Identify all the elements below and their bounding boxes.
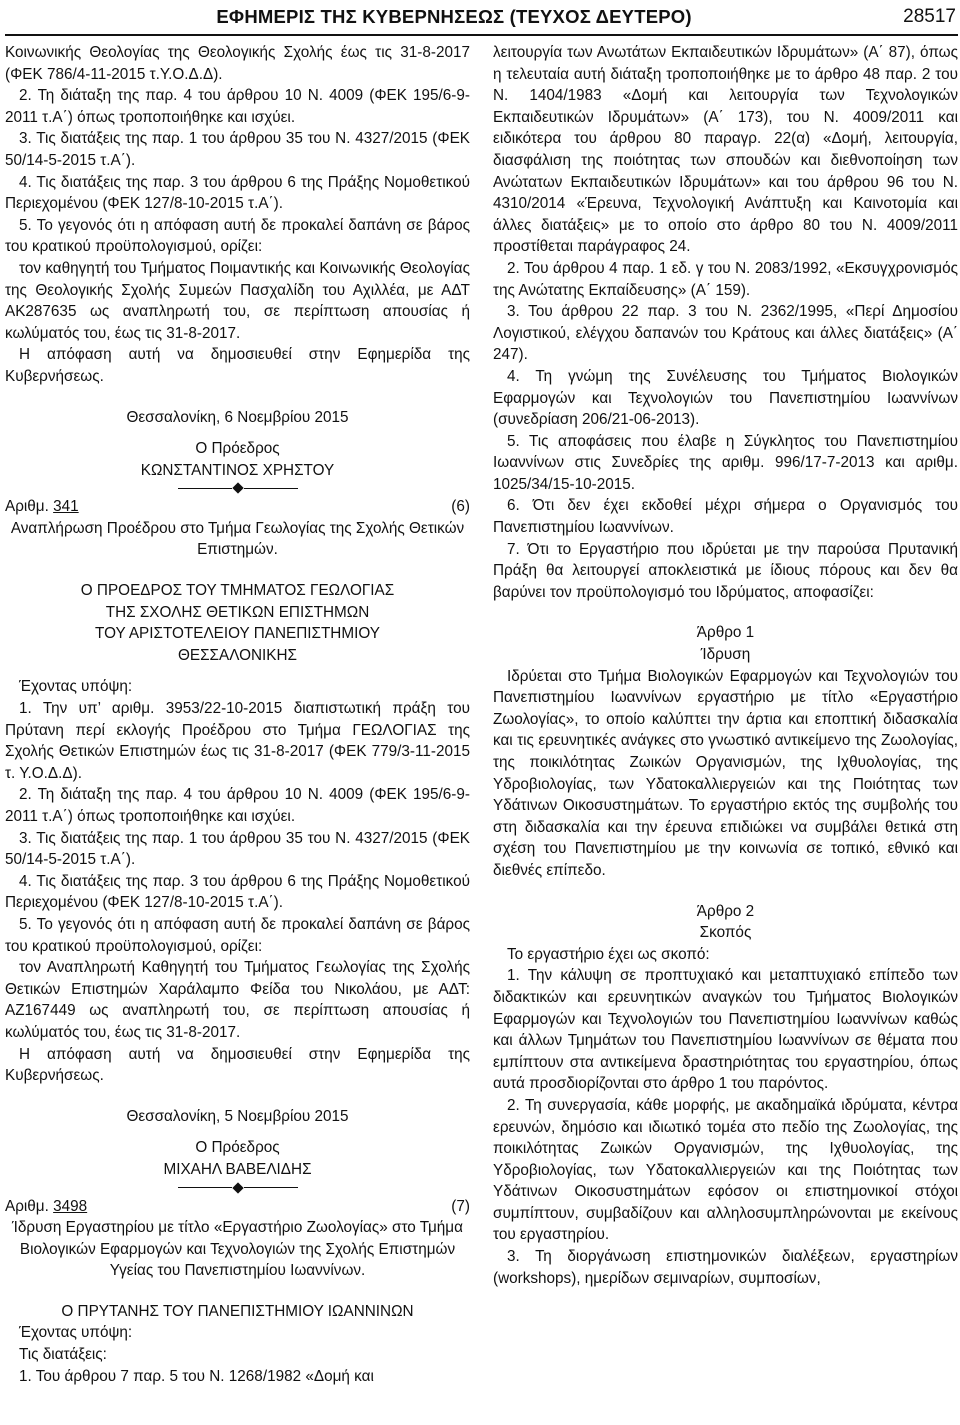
page-header	[5, 0, 958, 36]
spacer	[5, 428, 470, 438]
spacer	[493, 882, 958, 901]
article-number: Άρθρο 1	[696, 624, 755, 642]
section-divider	[5, 482, 470, 494]
paragraph: 6. Ότι δεν έχει εκδοθεί μέχρι σήμερα ο Οργανισμός του Πανεπιστημίου Ιωαννίνων.	[493, 497, 958, 537]
paragraph: 5. Το γεγονός ότι η απόφαση αυτή δε προκαλεί δαπάνη σε βάρος του κρατικού προϋπολογισμού, ορίζει:	[5, 216, 470, 256]
decision-tag: (7)	[451, 1197, 470, 1215]
paragraph: τον Αναπληρωτή Καθηγητή του Τμήματος Γεωλογίας της Σχολής Θετικών Επιστημών Χαράλαμπο Φείδα του Νικολάου, με ΑΔΤ: ΑΖ167449 ως αναπληρωτή του, σε περίπτωση απουσίας ή κωλύματός του, έως τις 31-8-2017.	[5, 959, 470, 1041]
paragraph: 2. Του άρθρου 4 παρ. 1 εδ. γ του Ν. 2083/1992, «Εκσυγχρονισμός της Ανώτατης Εκπαίδευσης» (Α΄ 159).	[493, 259, 958, 299]
decision-number-row	[5, 496, 470, 518]
spacer	[5, 666, 470, 676]
decision-number: 341	[53, 498, 79, 516]
paragraph: 2. Τη διάταξη της παρ. 4 του άρθρου 10 Ν. 4009 (ΦΕΚ 195/6-9-2011 τ.Α΄) όπως τροποποιήθηκε και ισχύει.	[5, 87, 470, 126]
decision-title: Ίδρυση Εργαστηρίου με τίτλο «Εργαστήριο Ζωολογίας» στο Τμήμα Βιολογικών Εφαρμογών και Τεχνολογιών της Σχολής Επιστημών Υγείας του Πανεπιστημίου Ιωαννίνων.	[12, 1219, 463, 1280]
provisions-label: Τις διατάξεις:	[19, 1346, 107, 1364]
decision-prefix: Αριθμ.	[5, 498, 54, 516]
spacer	[5, 561, 470, 580]
spacer	[493, 603, 958, 622]
spacer	[5, 1087, 470, 1106]
paragraph: 1. Την κάλυψη σε προπτυχιακό και μεταπτυχιακό επίπεδο των διδακτικών και ερευνητικών αναγκών του Τμήματος Βιολογικών Εφαρμογών και Τεχνολογιών του Πανεπιστημίου Ιωαννίνων καθώς και άλλων Τμημάτων του Πανεπιστημίου Ιωαννίνων σε θέματα που εμπίπτουν στα αντικείμενα δραστηριότητας του εργαστηρίου, όπως αυτά προσδιορίζονται στο άρθρο 1 του παρόντος.	[493, 967, 958, 1093]
paragraph: 3. Τις διατάξεις της παρ. 1 του άρθρου 35 του Ν. 4327/2015 (ΦΕΚ 50/14-5-2015 τ.Α΄).	[5, 829, 470, 869]
paragraph: 3. Τις διατάξεις της παρ. 1 του άρθρου 35 του Ν. 4327/2015 (ΦΕΚ 50/14-5-2015 τ.Α΄).	[5, 130, 470, 169]
paragraph: 2. Τη συνεργασία, κάθε μορφής, με ακαδημαϊκά ιδρύματα, κέντρα ερευνών, δημόσιο και ιδιωτικό τομέα στο πεδίο της Ζωολογίας, της ποικιλότητας Ζωικών Οργανισμών, της Ιχθυολογίας, της Υδροβιολογίας, των Υδατοκαλλιεργειών και της Ποιότητας των Υδάτινων Οικοσυστημάτων εφόσον οι επιστημονικοί στόχοι συμπίπτουν, συμβαδίζουν και αλληλοσυμπληρώνονται με εκείνους του εργαστηρίου.	[493, 1096, 958, 1244]
paragraph: 7. Ότι το Εργαστήριο που ιδρύεται με την παρούσα Πρυτανική Πράξη θα λειτουργεί αποκλειστικά με ίδιους πόρους και δεν θα βαρύνει τον προϋπολογισμό του Ιδρύματος, αποφασίζει:	[493, 540, 958, 601]
paragraph: λειτουργία των Ανωτάτων Εκπαιδευτικών Ιδρυμάτων» (Α΄ 87), όπως η τελευταία αυτή διάταξη τροποποιήθηκε με το άρθρο 48 παρ. 2 του Ν. 1404/1983 «Δομή και λειτουργία των Τεχνολογικών Εκπαιδευτικών Ιδρυμάτων» (Α΄ 173), του Ν. 4009/2011 και ειδικότερα του άρθρου 80 παραγρ. 22(α) «Δομή, λειτουργία, διασφάλιση της ποιότητας των σπουδών και διεθνοποίηση των Ανώτατων Εκπαιδευτικών Ιδρυμάτων» και του άρθρου 96 του Ν. 4310/2014 «Έρευνα, Τεχνολογική Ανάπτυξη και Καινοτομία και άλλες διατάξεις» με το οποίο στο άρθρο 80 του Ν. 4009/2011 προστίθεται παράγραφος 24.	[493, 44, 958, 256]
paragraph: 5. Τις αποφάσεις που έλαβε η Σύγκλητος του Πανεπιστημίου Ιωαννίνων στις Συνεδρίες της αριθμ. 996/17-7-2013 και αριθμ. 1025/34/15-10-2015.	[493, 432, 958, 493]
article-number: Άρθρο 2	[696, 902, 755, 920]
paragraph: 5. Το γεγονός ότι η απόφαση αυτή δε προκαλεί δαπάνη σε βάρος του κρατικού προϋπολογισμού, ορίζει:	[5, 915, 470, 955]
article-title: Ίδρυση	[700, 646, 751, 664]
signature-name: ΚΩΝΣΤΑΝΤΙΝΟΣ ΧΡΗΣΤΟΥ	[140, 461, 335, 479]
right-column	[493, 42, 958, 1387]
article-title: Σκοπός	[699, 924, 752, 942]
spacer	[5, 1282, 470, 1301]
diamond-icon	[232, 483, 243, 494]
decision-tag: (6)	[451, 498, 470, 516]
paragraph: 4. Τη γνώμη της Συνέλευσης του Τμήματος Βιολογικών Εφαρμογών και Τεχνολογιών του Πανεπιστημίου Ιωαννίνων (συνεδρίαση 206/21-06-2013).	[493, 367, 958, 429]
signature-role: Ο Πρόεδρος	[195, 1139, 280, 1157]
columns	[5, 42, 958, 1387]
paragraph: 4. Τις διατάξεις της παρ. 3 του άρθρου 6 της Πράξης Νομοθετικού Περιεχομένου (ΦΕΚ 127/8-10-2015 τ.Α΄).	[5, 872, 470, 912]
paragraph: 1. Του άρθρου 7 παρ. 5 του Ν. 1268/1982 «Δομή και	[19, 1367, 374, 1385]
paragraph: Η απόφαση αυτή να δημοσιευθεί στην Εφημερίδα της Κυβερνήσεως.	[5, 1045, 470, 1085]
spacer	[5, 388, 470, 407]
having-regard: Έχοντας υπόψη:	[19, 1324, 133, 1342]
paragraph: 4. Τις διατάξεις της παρ. 3 του άρθρου 6 της Πράξης Νομοθετικού Περιεχομένου (ΦΕΚ 127/8-10-2015 τ.Α΄).	[5, 173, 470, 213]
paragraph: 3. Τη διοργάνωση επιστημονικών διαλέξεων, εργαστηρίων (workshops), ημερίδων σεμιναρίων, συμποσίων,	[493, 1248, 958, 1287]
signature-place-date: Θεσσαλονίκη, 5 Νοεμβρίου 2015	[126, 1107, 349, 1125]
signature-role: Ο Πρόεδρος	[195, 440, 280, 458]
spacer	[5, 1127, 470, 1137]
paragraph: 2. Τη διάταξη της παρ. 4 του άρθρου 10 Ν. 4009 (ΦΕΚ 195/6-9-2011 τ.Α΄) όπως τροποποιήθηκε και ισχύει.	[5, 786, 470, 825]
paragraph: τον καθηγητή του Τμήματος Ποιμαντικής και Κοινωνικής Θεολογίας της Θεολογικής Σχολής Συμεών Πασχαλίδη του Αχιλλέα, με ΑΔΤ ΑΚ287635 ως αναπληρωτή του, σε περίπτωση απουσίας ή κωλύματός του, έως τις 31-8-2017.	[5, 259, 470, 342]
decision-number: 3498	[53, 1197, 88, 1215]
signature-place-date: Θεσσαλονίκη, 6 Νοεμβρίου 2015	[126, 408, 349, 426]
authority-line: ΤΗΣ ΣΧΟΛΗΣ ΘΕΤΙΚΩΝ ΕΠΙΣΤΗΜΩΝ	[105, 603, 370, 621]
authority-line: ΤΟΥ ΑΡΙΣΤΟΤΕΛΕΙΟΥ ΠΑΝΕΠΙΣΤΗΜΙΟΥ	[95, 625, 380, 643]
paragraph: Κοινωνικής Θεολογίας της Θεολογικής Σχολής έως τις 31-8-2017 (ΦΕΚ 786/4-11-2015 τ.Υ.Ο.Δ.Δ).	[5, 44, 470, 83]
authority-line: ΘΕΣΣΑΛΟΝΙΚΗΣ	[177, 646, 297, 664]
paragraph: Η απόφαση αυτή να δημοσιευθεί στην Εφημερίδα της Κυβερνήσεως.	[5, 346, 470, 385]
page-number: 28517	[903, 6, 956, 27]
paragraph: 1. Την υπ’ αριθμ. 3953/22-10-2015 διαπιστωτική πράξη του Πρύτανη περί εκλογής Προέδρου στο Τμήμα ΓΕΩΛΟΓΙΑΣ της Σχολής Θετικών Επιστημών έως τις 31-8-2017 (ΦΕΚ 779/3-11-2015 τ. Υ.Ο.Δ.Δ).	[5, 700, 470, 782]
gazette-title: ΕΦΗΜΕΡΙΣ ΤΗΣ ΚΥΒΕΡΝΗΣΕΩΣ (ΤΕΥΧΟΣ ΔΕΥΤΕΡΟ)	[216, 6, 692, 27]
paragraph: Το εργαστήριο έχει ως σκοπό:	[507, 945, 710, 963]
having-regard: Έχοντας υπόψη:	[19, 678, 133, 696]
section-divider	[5, 1182, 470, 1194]
decision-prefix: Αριθμ.	[5, 1197, 54, 1215]
paragraph: Ιδρύεται στο Τμήμα Βιολογικών Εφαρμογών και Τεχνολογιών του Πανεπιστημίου Ιωαννίνων εργαστήριο με τίτλο «Εργαστήριο Ζωολογίας», το οποίο καλύπτει την άρτια και εποπτική διδασκαλία και τις ερευνητικές ανάγκες στο γνωστικό αντικείμενο της Ζωολογίας, της ποικιλότητας Ζωικών Οργανισμών, της Ιχθυολογίας, της Υδροβιολογίας, των Υδατοκαλλιεργειών και της Ποιότητας των Υδάτινων Οικοσυστημάτων. Το εργαστήριο εκτός της συμβολής του στη διδασκαλία και την έρευνα επιδιώκει να συμβάλει θετικά στη σχέση του Πανεπιστημίου με την κοινωνία σε τοπικό, εθνικό και διεθνές επίπεδο.	[493, 667, 958, 879]
left-column	[5, 42, 470, 1387]
authority-line: Ο ΠΡΟΕΔΡΟΣ ΤΟΥ ΤΜΗΜΑΤΟΣ ΓΕΩΛΟΓΙΑΣ	[80, 582, 395, 600]
decision-title: Αναπλήρωση Προέδρου στο Τμήμα Γεωλογίας της Σχολής Θετικών Επιστημών.	[10, 519, 465, 559]
signature-name: ΜΙΧΑΗΛ ΒΑΒΕΛΙΔΗΣ	[163, 1160, 312, 1178]
authority-line: Ο ΠΡΥΤΑΝΗΣ ΤΟΥ ΠΑΝΕΠΙΣΤΗΜΙΟΥ ΙΩΑΝΝΙΝΩΝ	[61, 1302, 414, 1320]
decision-number-row	[5, 1196, 470, 1218]
diamond-icon	[232, 1182, 243, 1193]
paragraph: 3. Του άρθρου 22 παρ. 3 του Ν. 2362/1995, «Περί Δημοσίου Λογιστικού, ελέγχου δαπανών του Κράτους και άλλες διατάξεις» (Α΄ 247).	[493, 303, 958, 364]
